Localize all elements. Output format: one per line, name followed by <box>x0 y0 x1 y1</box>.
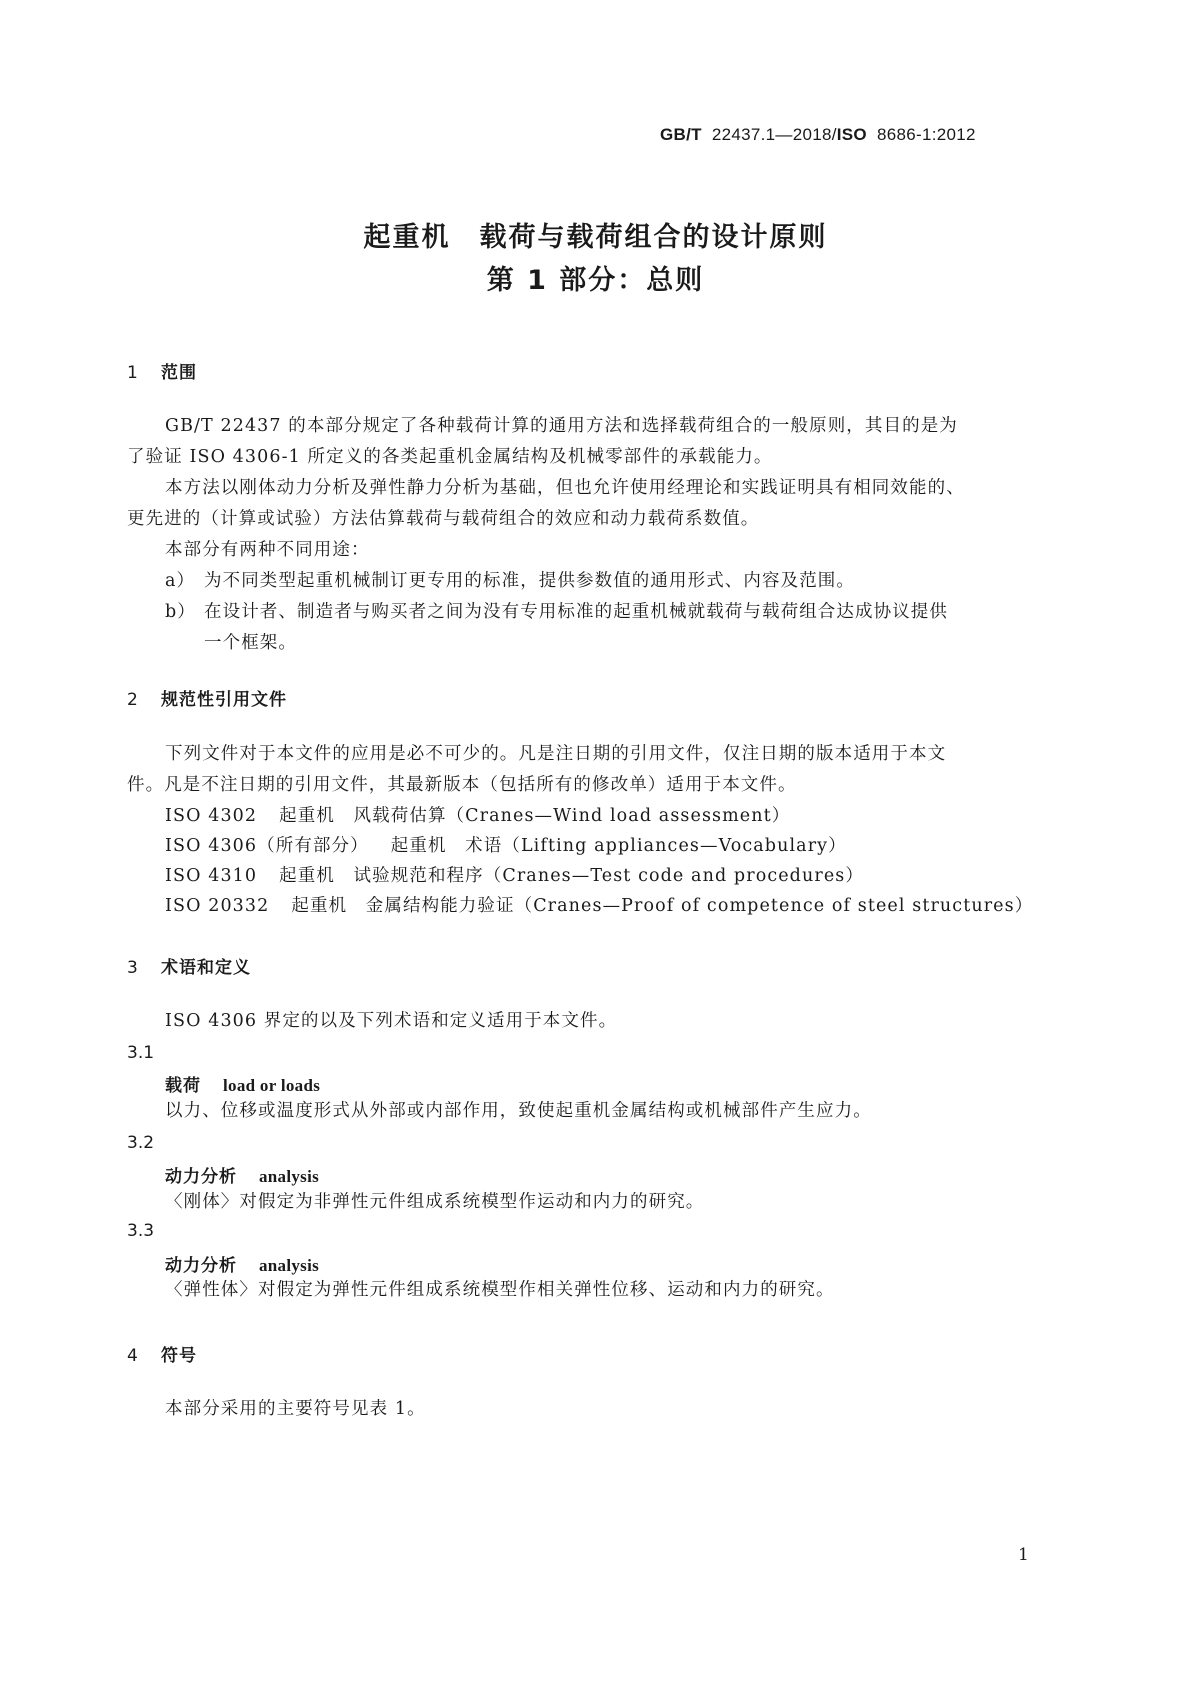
ref-1-text: 起重机 风载荷估算（Cranes—Wind load assessment） <box>279 806 791 826</box>
section-2-number: 2 <box>127 690 139 710</box>
scope-item-b-line2: 一个框架。 <box>204 633 297 653</box>
term-3-2-cn: 动力分析 <box>165 1167 237 1187</box>
section-1-title: 范围 <box>161 363 197 383</box>
ref-3-code: ISO 4310 <box>165 866 258 886</box>
section-3-title: 术语和定义 <box>161 958 251 978</box>
scope-item-b-label: b） <box>165 602 196 622</box>
refs-intro-line1: 下列文件对于本文件的应用是必不可少的。凡是注日期的引用文件，仅注日期的版本适用于本文 <box>165 744 947 764</box>
scope-p3: 本部分有两种不同用途： <box>165 540 370 560</box>
section-1-number: 1 <box>127 363 139 383</box>
ref-item-4 <box>165 890 1033 923</box>
page-title: 起重机 载荷与载荷组合的设计原则 <box>363 222 828 253</box>
section-4-number: 4 <box>127 1346 139 1366</box>
term-3-1-cn: 载荷 <box>165 1076 201 1096</box>
term-3-3-heading <box>165 1251 319 1276</box>
term-3-1-number: 3.1 <box>127 1043 155 1063</box>
section-3-number: 3 <box>127 958 139 978</box>
page-number: 1 <box>1018 1545 1029 1565</box>
standard-number <box>660 125 976 145</box>
scope-p1-line1: GB/T 22437 的本部分规定了各种载荷计算的通用方法和选择载荷组合的一般原则，其目的是为 <box>165 416 958 436</box>
scope-item-b-line1: 在设计者、制造者与购买者之间为没有专用标准的起重机械就载荷与载荷组合达成协议提供 <box>204 602 948 622</box>
ref-2-code: ISO 4306（所有部分） <box>165 836 369 856</box>
section-3-heading <box>127 953 251 978</box>
section-2-heading <box>127 685 287 710</box>
term-3-1-heading <box>165 1071 320 1096</box>
term-3-2-number: 3.2 <box>127 1133 155 1153</box>
ref-4-text: 起重机 金属结构能力验证（Cranes—Proof of competence of steel structures） <box>291 896 1034 916</box>
section-4-heading <box>127 1341 197 1366</box>
ref-1-code: ISO 4302 <box>165 806 258 826</box>
term-3-3-cn: 动力分析 <box>165 1256 237 1276</box>
term-3-2-definition: 〈刚体〉对假定为非弹性元件组成系统模型作运动和内力的研究。 <box>165 1192 705 1212</box>
refs-intro-line2: 件。凡是不注日期的引用文件，其最新版本（包括所有的修改单）适用于本文件。 <box>127 775 797 795</box>
page-subtitle: 第 1 部分：总则 <box>486 265 705 296</box>
std-part4: 8686-1:2012 <box>877 125 976 144</box>
symbols-intro: 本部分采用的主要符号见表 1。 <box>165 1399 426 1419</box>
ref-item-1 <box>165 800 790 833</box>
ref-4-code: ISO 20332 <box>165 896 270 916</box>
term-3-3-number: 3.3 <box>127 1221 155 1241</box>
scope-p2-line1: 本方法以刚体动力分析及弹性静力分析为基础，但也允许使用经理论和实践证明具有相同效能的、 <box>165 478 965 498</box>
term-3-1-en: load or loads <box>223 1076 321 1095</box>
terms-intro: ISO 4306 界定的以及下列术语和定义适用于本文件。 <box>165 1011 618 1031</box>
std-part1: GB/T <box>660 125 702 144</box>
section-4-title: 符号 <box>161 1346 197 1366</box>
section-2-title: 规范性引用文件 <box>161 690 287 710</box>
scope-p1-line2: 了验证 ISO 4306-1 所定义的各类起重机金属结构及机械零部件的承载能力。 <box>127 447 773 467</box>
term-3-3-en: analysis <box>259 1256 320 1275</box>
ref-item-3 <box>165 860 864 893</box>
section-1-heading <box>127 358 197 383</box>
scope-item-a-label: a） <box>165 571 196 591</box>
ref-item-2 <box>165 830 847 863</box>
scope-p2-line2: 更先进的（计算或试验）方法估算载荷与载荷组合的效应和动力载荷系数值。 <box>127 509 760 529</box>
ref-2-text: 起重机 术语（Lifting appliances—Vocabulary） <box>390 836 847 856</box>
scope-item-a-text: 为不同类型起重机械制订更专用的标准，提供参数值的通用形式、内容及范围。 <box>204 571 855 591</box>
std-part3: ISO <box>836 125 867 144</box>
term-3-3-definition: 〈弹性体〉对假定为弹性元件组成系统模型作相关弹性位移、运动和内力的研究。 <box>165 1280 835 1300</box>
term-3-1-definition: 以力、位移或温度形式从外部或内部作用，致使起重机金属结构或机械部件产生应力。 <box>165 1101 872 1121</box>
ref-3-text: 起重机 试验规范和程序（Cranes—Test code and procedures） <box>279 866 864 886</box>
term-3-2-heading <box>165 1162 319 1187</box>
term-3-2-en: analysis <box>259 1167 320 1186</box>
std-part2: 22437.1—2018/ <box>711 125 837 144</box>
